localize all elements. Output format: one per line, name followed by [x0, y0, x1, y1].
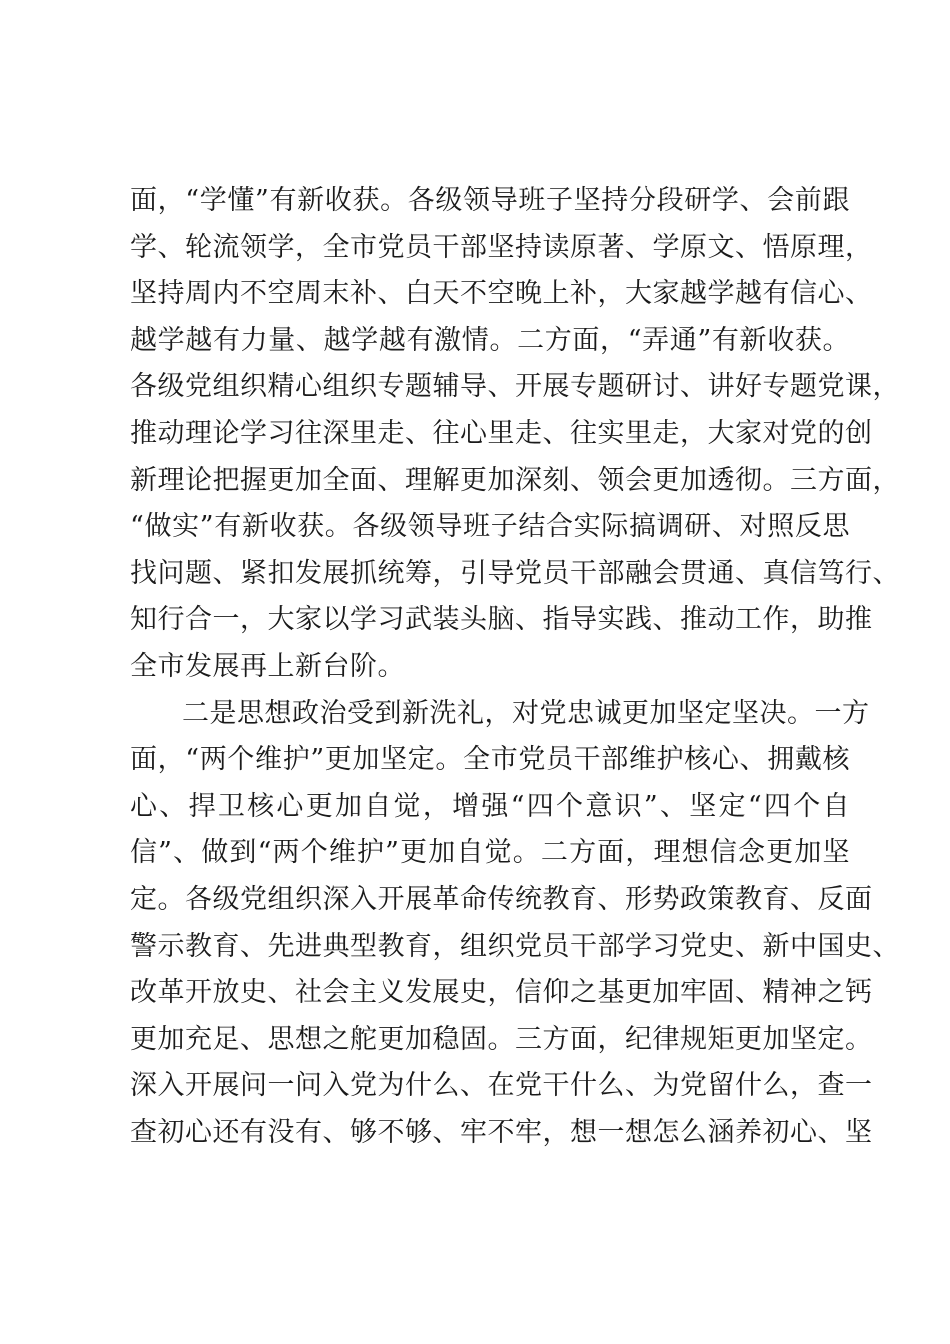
paragraph-start-line: 二是思想政治受到新洗礼，对党忠诚更加坚定坚决。一方 — [182, 697, 870, 729]
text-line: 改革开放史、社会主义发展史，信仰之基更加牢固、精神之钙 — [130, 977, 873, 1009]
text-line: 越学越有力量、越学越有激情。二方面，“弄通”有新收获。 — [130, 324, 850, 356]
text-line: 各级党组织精心组织专题辅导、开展专题研讨、讲好专题党课， — [130, 371, 900, 403]
text-line: 心、捍卫核心更加自觉，增强“四个意识”、坚定“四个自 — [130, 790, 850, 822]
text-line: 定。各级党组织深入开展革命传统教育、形势政策教育、反面 — [130, 883, 873, 915]
text-line: 警示教育、先进典型教育，组织党员干部学习党史、新中国史、 — [130, 930, 900, 962]
text-line: 查初心还有没有、够不够、牢不牢，想一想怎么涵养初心、坚 — [130, 1116, 873, 1148]
text-line: 学、轮流领学，全市党员干部坚持读原著、学原文、悟原理， — [130, 231, 873, 263]
text-line: 知行合一，大家以学习武装头脑、指导实践、推动工作，助推 — [130, 604, 873, 636]
text-line: 面，“学懂”有新收获。各级领导班子坚持分段研学、会前跟 — [130, 185, 850, 216]
text-line: 新理论把握更加全面、理解更加深刻、领会更加透彻。三方面， — [130, 464, 900, 496]
text-line: 推动理论学习往深里走、往心里走、往实里走，大家对党的创 — [130, 417, 873, 449]
text-line: 找问题、紧扣发展抓统筹，引导党员干部融会贯通、真信笃行、 — [130, 557, 900, 589]
body-text — [130, 178, 900, 1156]
text-line: 深入开展问一问入党为什么、在党干什么、为党留什么，查一 — [130, 1070, 873, 1102]
text-line: 坚持周内不空周末补、白天不空晚上补，大家越学越有信心、 — [130, 278, 873, 310]
text-line: 更加充足、思想之舵更加稳固。三方面，纪律规矩更加坚定。 — [130, 1023, 873, 1055]
text-line: 信”、做到“两个维护”更加自觉。二方面，理想信念更加坚 — [130, 837, 850, 869]
text-line: “做实”有新收获。各级领导班子结合实际搞调研、对照反思 — [130, 511, 850, 543]
text-line: 面，“两个维护”更加坚定。全市党员干部维护核心、拥戴核 — [130, 744, 850, 776]
text-line: 全市发展再上新台阶。 — [130, 650, 405, 682]
